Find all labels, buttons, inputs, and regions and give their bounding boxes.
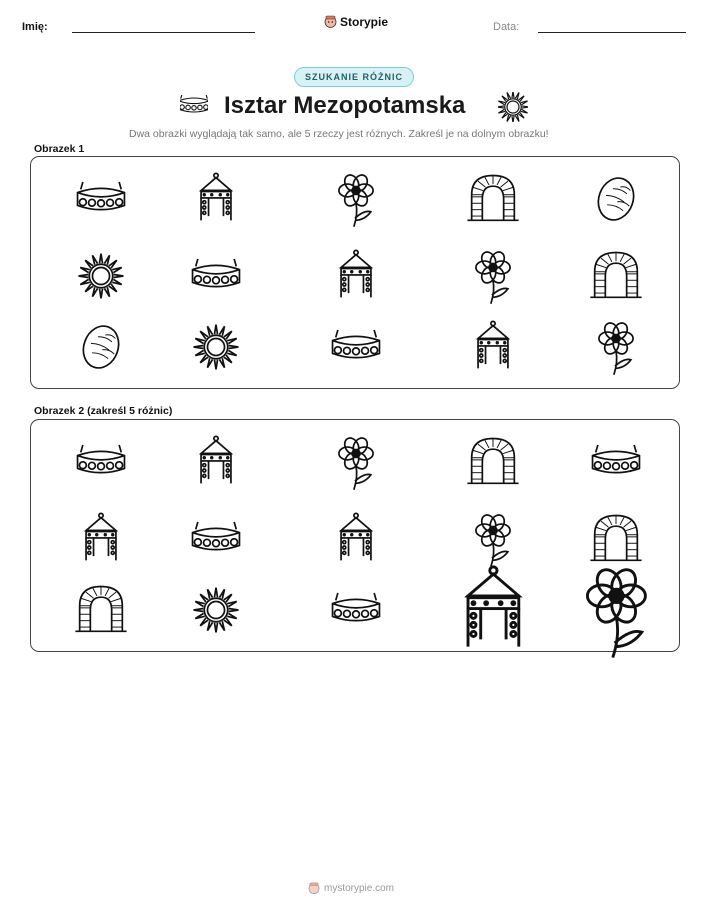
egg-icon xyxy=(584,167,648,231)
ring-icon[interactable] xyxy=(69,430,133,494)
picture2-panel[interactable] xyxy=(30,419,680,652)
shrine-icon xyxy=(324,244,388,308)
shrine-icon xyxy=(461,315,525,379)
shrine-icon[interactable] xyxy=(184,430,248,494)
ring-icon[interactable] xyxy=(324,578,388,642)
title-ring-icon xyxy=(180,95,208,112)
picture2-label: Obrazek 2 (zakreśl 5 różnic) xyxy=(34,405,173,417)
picture1-label: Obrazek 1 xyxy=(34,143,85,155)
picture1-panel xyxy=(30,156,680,389)
storypie-mascot-icon xyxy=(324,15,337,29)
poppy-icon xyxy=(461,244,525,308)
poppy-icon[interactable] xyxy=(562,556,671,665)
egg-icon xyxy=(69,315,133,379)
date-label: Data: xyxy=(493,21,520,33)
footer xyxy=(308,882,394,895)
page-title: Isztar Mezopotamska xyxy=(224,92,466,119)
footer-url: mystorypie.com xyxy=(324,883,395,894)
ring-icon xyxy=(180,95,208,115)
ishtar-gate-icon xyxy=(584,244,648,308)
title-sun-icon xyxy=(498,92,528,122)
name-label: Imię: xyxy=(22,21,48,33)
shrine-icon[interactable] xyxy=(69,507,133,571)
worksheet-type-badge: SZUKANIE RÓŻNIC xyxy=(294,67,414,87)
brand-name: Storypie xyxy=(340,15,389,29)
poppy-icon xyxy=(324,167,388,231)
ring-icon xyxy=(324,315,388,379)
date-line[interactable] xyxy=(538,32,686,33)
ring-icon xyxy=(184,244,248,308)
sun-icon xyxy=(69,244,133,308)
ring-icon[interactable] xyxy=(584,430,648,494)
name-line[interactable] xyxy=(72,32,255,33)
brand-logo xyxy=(324,15,388,29)
ring-icon[interactable] xyxy=(184,507,248,571)
poppy-icon xyxy=(584,315,648,379)
poppy-icon[interactable] xyxy=(324,430,388,494)
storypie-mascot-icon xyxy=(308,882,320,895)
ring-icon xyxy=(69,167,133,231)
ishtar-gate-icon[interactable] xyxy=(69,578,133,642)
ishtar-gate-icon xyxy=(461,167,525,231)
shrine-icon[interactable] xyxy=(439,556,548,665)
ishtar-gate-icon[interactable] xyxy=(461,430,525,494)
sun-icon xyxy=(498,92,528,122)
shrine-icon xyxy=(184,167,248,231)
sun-icon xyxy=(184,315,248,379)
shrine-icon[interactable] xyxy=(324,507,388,571)
sun-icon[interactable] xyxy=(184,578,248,642)
instructions: Dwa obrazki wyglądają tak samo, ale 5 rzeczy jest różnych. Zakreśl je na dolnym obrazku! xyxy=(129,128,549,140)
